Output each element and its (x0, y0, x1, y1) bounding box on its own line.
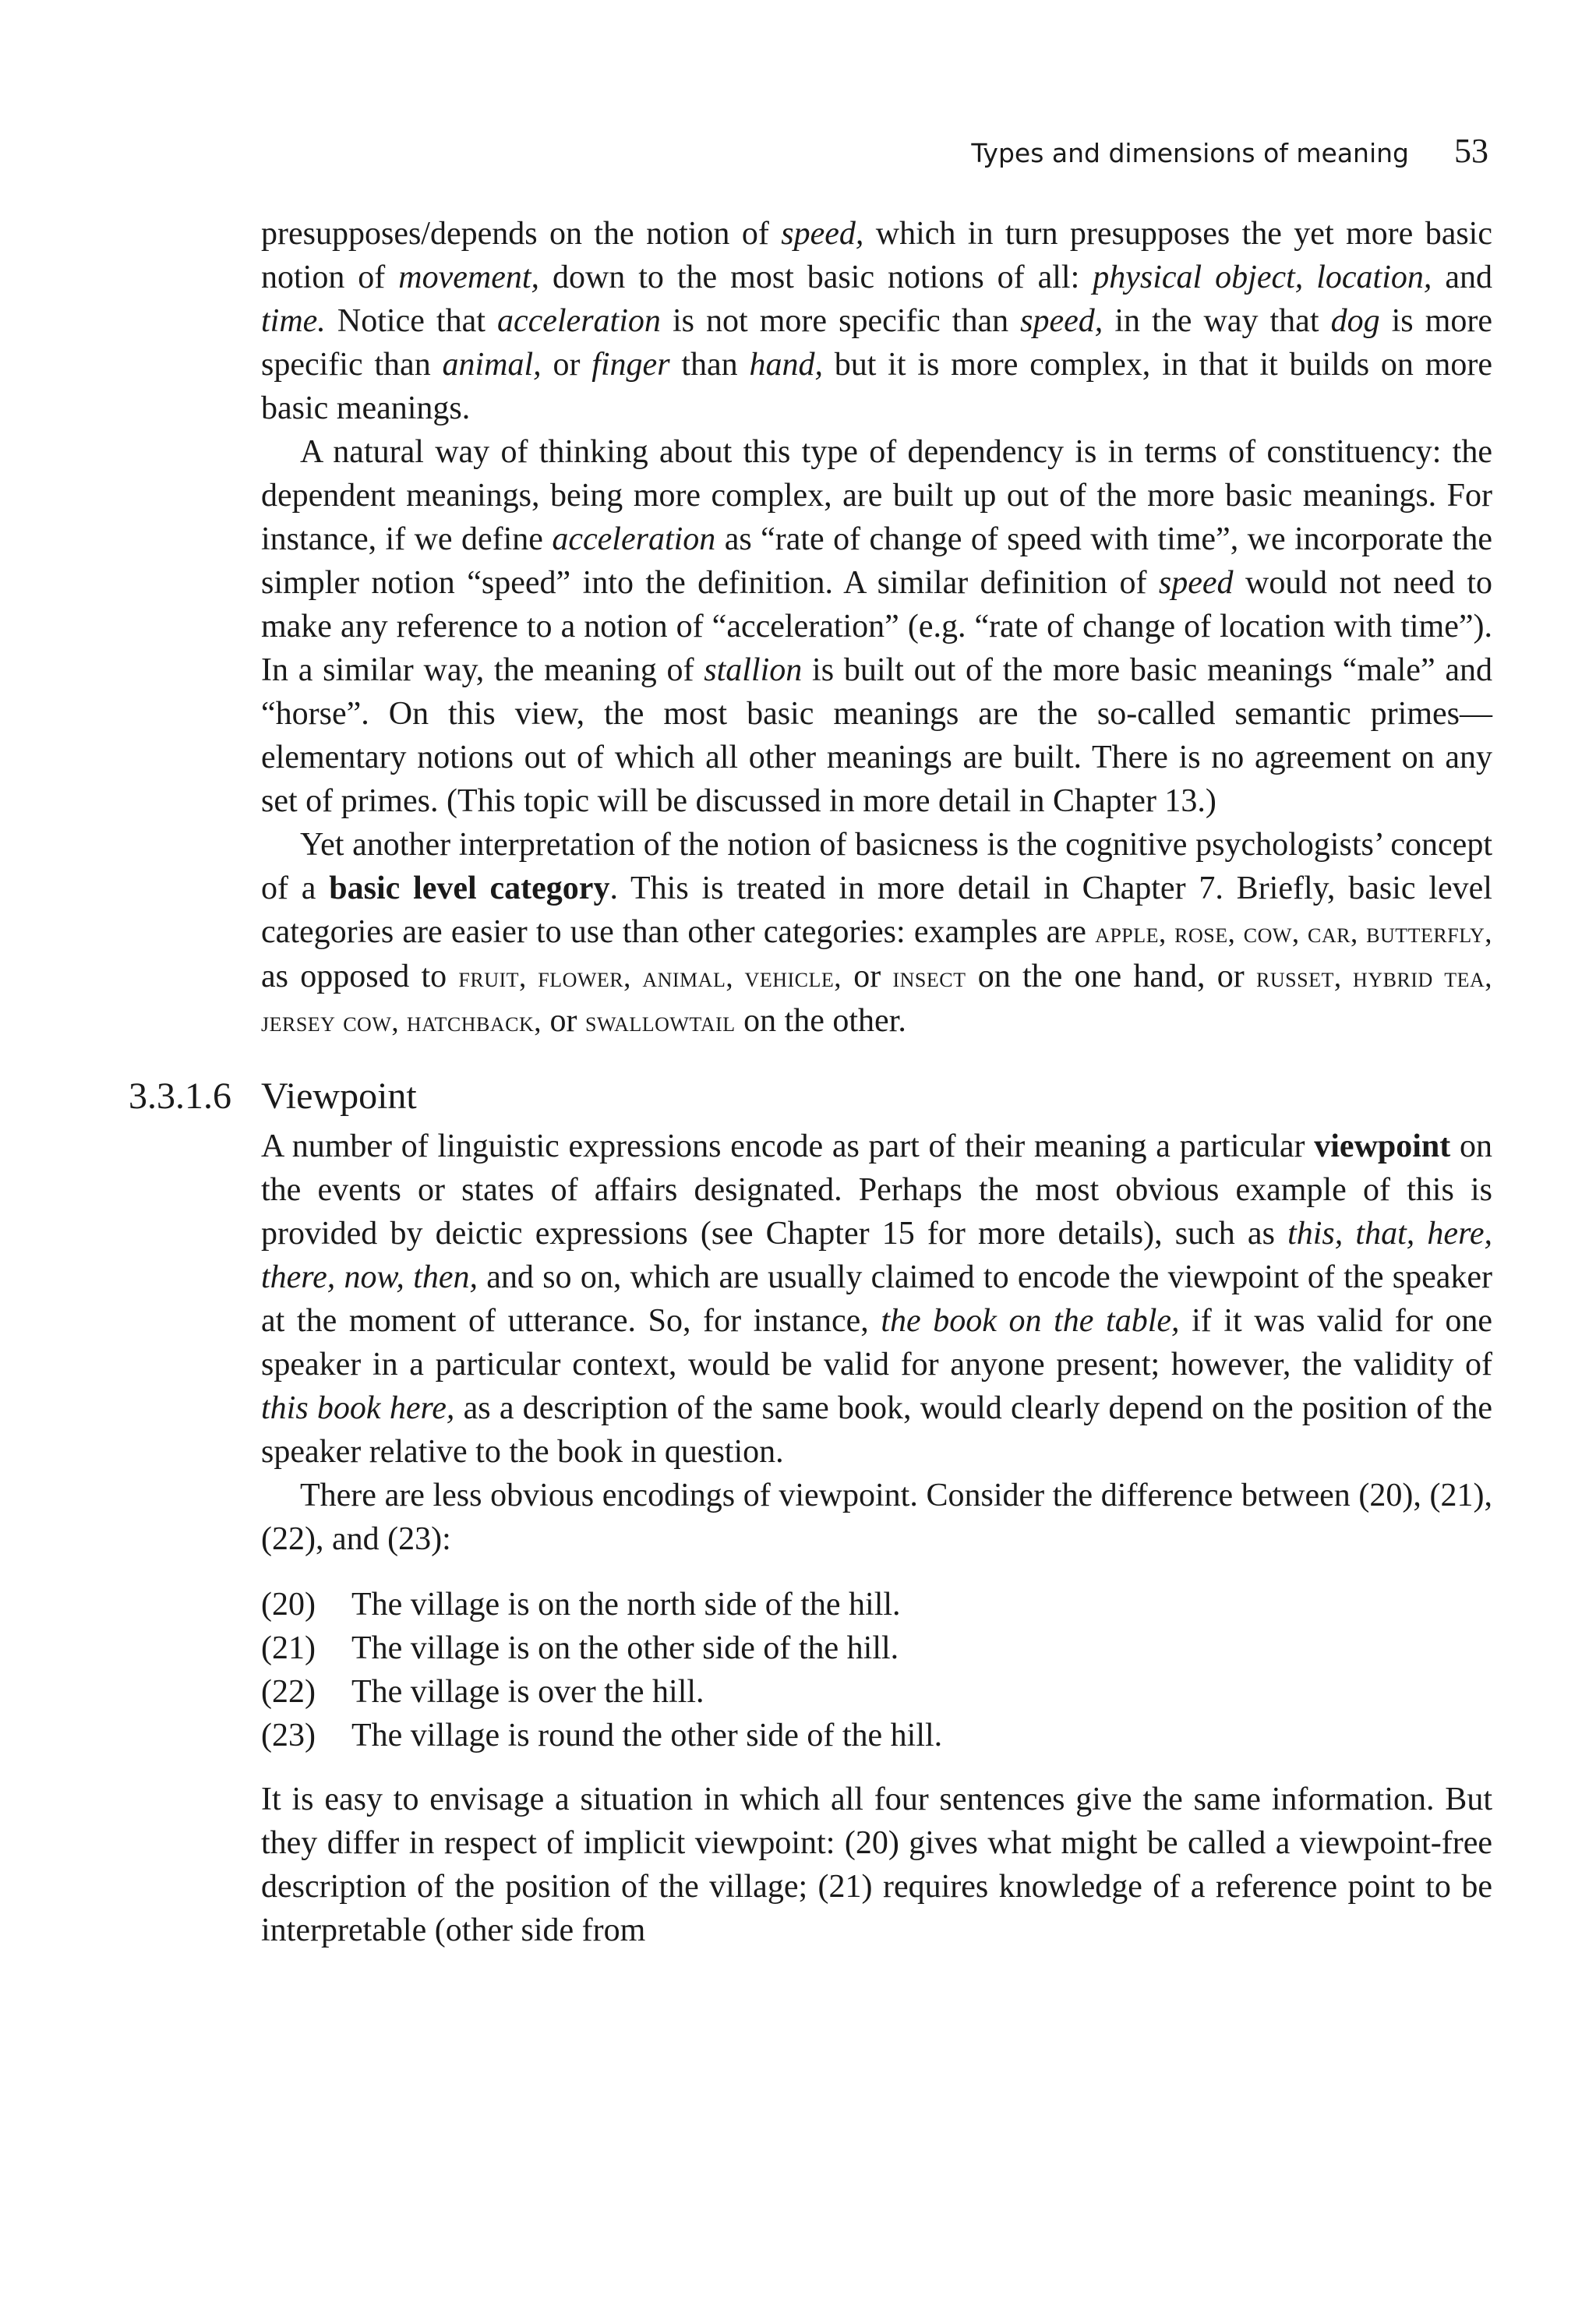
paragraph-5: There are less obvious encodings of viewpoint. Consider the difference between (20), (21), (22), and (23): (261, 1478, 1492, 1557)
example-number: (22) (261, 1674, 316, 1710)
paragraph-4: A number of linguistic expressions encode as part of their meaning a particular viewpoint on the events or states of affairs designated. Perhaps the most obvious example of this is provided by deictic expressions (see Chapter 15 for more details), such as this, that, here, there, now, then, and so on, which are usually claimed to encode the viewpoint of the speaker at the moment of utterance. So, for instance, the book on the table, if it was valid for one speaker in a particular context, would be valid for anyone present; however, the validity of this book here, as a description of the same book, would clearly depend on the position of the speaker relative to the book in question. (261, 1128, 1493, 1470)
example-number: (21) (261, 1630, 316, 1666)
paragraph-6: It is easy to envisage a situation in which all four sentences give the same information. But they differ in respect of implicit viewpoint: (20) gives what might be called a viewpoint-free description of the position of the village; (21) requires knowledge of a reference point to be interpretable (other side from (261, 1782, 1492, 1948)
example-item (261, 1583, 1492, 1626)
example-text: The village is on the other side of the hill. (351, 1630, 899, 1666)
paragraph-3: Yet another interpretation of the notion of basicness is the cognitive psychologists’ concept of a basic level category. This is treated in more detail in Chapter 7. Briefly, basic level categories are easier to use than other categories: examples are apple, rose, cow, car, butterfly, as opposed to fruit, flower, animal, vehicle, or insect on the one hand, or russet, hybrid tea, jersey cow, hatchback, or swallowtail on the other. (261, 827, 1492, 1039)
example-item (261, 1670, 1492, 1714)
example-item (261, 1626, 1492, 1670)
page-body (129, 212, 1493, 1952)
paragraph-2: A natural way of thinking about this type of dependency is in terms of constituency: the dependent meanings, being more complex, are built up out of the more basic meanings. For instance, if we define acceleration as “rate of change of speed with time”, we incorporate the simpler notion “speed” into the definition. A similar definition of speed would not need to make any reference to a notion of “acceleration” (e.g. “rate of change of location with time”). In a similar way, the meaning of stallion is built out of the more basic meanings “male” and “horse”. On this view, the most basic meanings are the so-called semantic primes—elementary notions out of which all other meanings are built. There is no agreement on any set of primes. (This topic will be discussed in more detail in Chapter 13.) (261, 434, 1492, 819)
section-number: 3.3.1.6 (129, 1075, 231, 1117)
paragraph-1: presupposes/depends on the notion of speed, which in turn presupposes the yet more basic notion of movement, down to the most basic notions of all: physical object, location, and time. Notice that acceleration is not more specific than speed, in the way that dog is more specific than animal, or finger than hand, but it is more complex, in that it builds on more basic meanings. (261, 216, 1493, 426)
example-text: The village is round the other side of the hill. (351, 1718, 943, 1753)
example-number: (23) (261, 1718, 316, 1753)
example-text: The village is on the north side of the hill. (351, 1587, 901, 1623)
example-item (261, 1714, 1492, 1757)
term-viewpoint: viewpoint (1314, 1128, 1451, 1164)
example-text: The village is over the hill. (351, 1674, 704, 1710)
section-heading (129, 1073, 1492, 1120)
section-title: Viewpoint (261, 1075, 417, 1117)
running-header (971, 131, 1488, 171)
example-number: (20) (261, 1587, 316, 1623)
page-number: 53 (1454, 132, 1488, 170)
running-header-title: Types and dimensions of meaning (971, 138, 1409, 168)
example-list (261, 1583, 1492, 1757)
term-basic-level-category: basic level category (329, 871, 610, 906)
